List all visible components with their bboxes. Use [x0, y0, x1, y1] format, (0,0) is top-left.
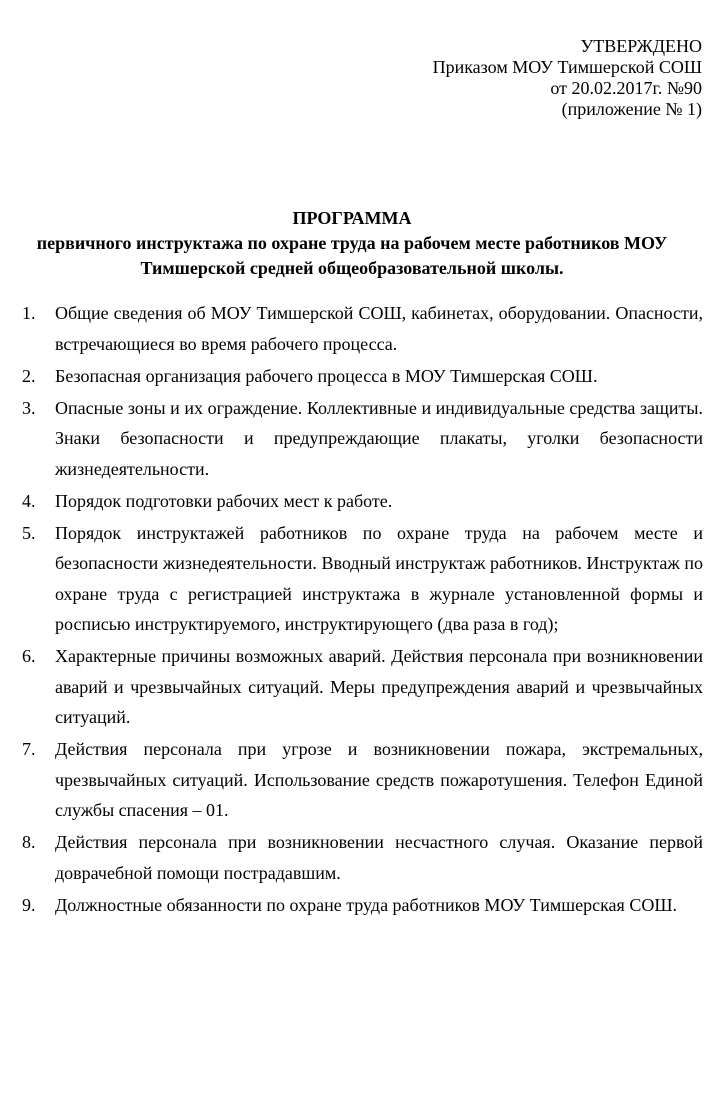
approval-date: от 20.02.2017г. №90	[550, 78, 702, 98]
list-item	[22, 827, 703, 888]
program-subtitle-line1: первичного инструктажа по охране труда на рабочем месте работников МОУ	[36, 233, 668, 253]
list-item	[22, 298, 703, 359]
list-item	[22, 393, 703, 485]
item-number: 6.	[22, 646, 36, 666]
list-item	[22, 486, 703, 517]
item-text: Общие сведения об МОУ Тимшерской СОШ, кабинетах, оборудовании. Опасности, встречающиеся во время рабочего процесса.	[55, 303, 703, 354]
item-number: 1.	[22, 303, 36, 323]
item-number: 5.	[22, 522, 36, 543]
list-item	[22, 361, 703, 392]
program-heading: ПРОГРАММА	[292, 208, 412, 228]
item-number: 9.	[22, 894, 36, 915]
document-title	[0, 206, 704, 281]
program-items-list	[22, 298, 703, 922]
approval-heading: УТВЕРЖДЕНО	[580, 36, 702, 56]
item-text: Порядок подготовки рабочих мест к работе.	[55, 490, 393, 511]
list-item	[22, 734, 703, 826]
item-text: Опасные зоны и их ограждение. Коллективные и индивидуальные средства защиты. Знаки безопасности и предупреждающие плакаты, уголки безопасности жизнедеятельности.	[55, 397, 703, 479]
list-item	[22, 518, 703, 640]
list-item	[22, 641, 703, 733]
item-text: Порядок инструктажей работников по охране труда на рабочем месте и безопасности жизнедеятельности. Вводный инструктаж работников. Инструктаж по охране труда с регистрацией инструктажа в журнале установленной формы и росписью инструктируемого, инструктирующего (два раза в год);	[55, 522, 703, 634]
approval-stamp	[433, 36, 702, 120]
item-text: Характерные причины возможных аварий. Действия персонала при возникновении аварий и чрезвычайных ситуаций. Меры предупреждения аварий и чрезвычайных ситуаций.	[55, 646, 703, 727]
item-text: Действия персонала при возникновении несчастного случая. Оказание первой доврачебной помощи пострадавшим.	[55, 832, 703, 883]
item-text: Безопасная организация рабочего процесса в МОУ Тимшерская СОШ.	[55, 365, 598, 386]
item-number: 3.	[22, 397, 36, 418]
approval-appendix: (приложение № 1)	[561, 99, 702, 119]
list-item	[22, 890, 703, 921]
program-subtitle-line2: Тимшерской средней общеобразовательной школы.	[140, 258, 564, 278]
item-number: 4.	[22, 490, 36, 511]
item-number: 8.	[22, 832, 36, 852]
item-number: 2.	[22, 365, 36, 386]
item-text: Должностные обязанности по охране труда работников МОУ Тимшерская СОШ.	[55, 894, 677, 915]
approval-order: Приказом МОУ Тимшерской СОШ	[432, 57, 702, 77]
item-number: 7.	[22, 739, 36, 759]
item-text: Действия персонала при угрозе и возникновении пожара, экстремальных, чрезвычайных ситуаций. Использование средств пожаротушения. Телефон Единой службы спасения – 01.	[55, 739, 703, 820]
